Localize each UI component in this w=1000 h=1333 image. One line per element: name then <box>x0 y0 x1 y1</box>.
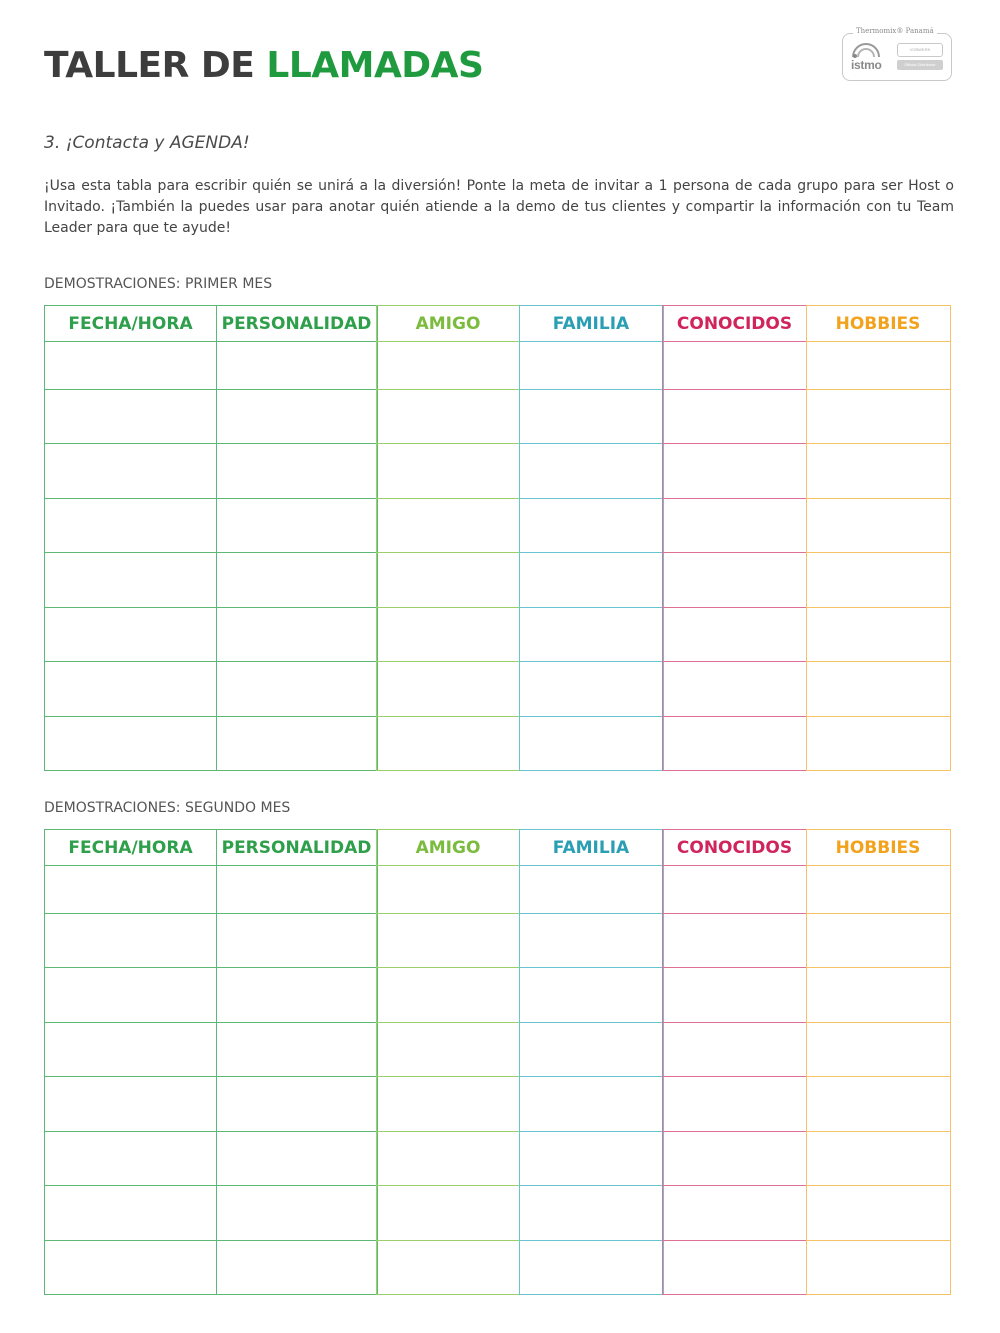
table-cell[interactable] <box>807 968 950 1022</box>
table-cell[interactable] <box>377 1023 519 1077</box>
table-cell[interactable] <box>663 553 806 607</box>
title-part-2: LLAMADAS <box>266 45 484 86</box>
table-cell[interactable] <box>217 1186 377 1240</box>
table-cell[interactable] <box>45 608 216 662</box>
logo-arc-icon <box>851 42 881 58</box>
table-cell[interactable] <box>377 444 519 498</box>
table-cell[interactable] <box>45 1186 216 1240</box>
table-cell[interactable] <box>520 717 663 770</box>
column-header: FECHA/HORA <box>45 830 216 866</box>
table-cell[interactable] <box>663 499 806 553</box>
table-cell[interactable] <box>45 1023 216 1077</box>
table-cell[interactable] <box>217 717 377 770</box>
table-cell[interactable] <box>377 1132 519 1186</box>
table-column <box>519 829 664 1295</box>
column-header: FAMILIA <box>520 830 663 866</box>
table-cell[interactable] <box>217 866 377 914</box>
table-cell[interactable] <box>217 968 377 1022</box>
table-cell[interactable] <box>217 1077 377 1131</box>
table-column <box>806 305 951 771</box>
table-cell[interactable] <box>377 553 519 607</box>
table-cell[interactable] <box>45 914 216 968</box>
table-column <box>44 829 217 1295</box>
demo-table-first-month <box>44 305 952 771</box>
table-cell[interactable] <box>217 662 377 716</box>
table-cell[interactable] <box>807 1077 950 1131</box>
table-cell[interactable] <box>520 1132 663 1186</box>
table-cell[interactable] <box>217 390 377 444</box>
table-cell[interactable] <box>520 866 663 914</box>
table-cell[interactable] <box>663 608 806 662</box>
table-cell[interactable] <box>45 662 216 716</box>
table-column <box>216 305 378 771</box>
table-cell[interactable] <box>217 553 377 607</box>
table-cell[interactable] <box>807 1132 950 1186</box>
table-cell[interactable] <box>377 662 519 716</box>
column-header: AMIGO <box>377 830 519 866</box>
table-cell[interactable] <box>520 444 663 498</box>
table-cell[interactable] <box>520 662 663 716</box>
page-title <box>44 44 483 88</box>
column-header: CONOCIDOS <box>663 306 806 342</box>
title-part-1: TALLER DE <box>44 45 255 86</box>
table-cell[interactable] <box>217 1023 377 1077</box>
intro-paragraph: ¡Usa esta tabla para escribir quién se unirá a la diversión! Ponte la meta de invitar a 1 persona de cada grupo para ser Host o Invitado. ¡También la puedes usar para anotar quién atiende a la demo de tus clientes y compartir la información con tu Team Leader para que te ayude! <box>44 178 954 236</box>
logo-badge-distributor: Official Distributor <box>897 60 943 70</box>
table-cell[interactable] <box>663 717 806 770</box>
table-column <box>376 305 520 771</box>
column-header: PERSONALIDAD <box>217 306 377 342</box>
table-cell[interactable] <box>520 914 663 968</box>
logo-badge-vorwerk: VORWERK <box>897 43 943 57</box>
table-cell[interactable] <box>807 1023 950 1077</box>
table-cell[interactable] <box>520 1077 663 1131</box>
demo-table-second-month <box>44 829 952 1295</box>
table-cell[interactable] <box>663 662 806 716</box>
table-cell[interactable] <box>520 390 663 444</box>
table-cell[interactable] <box>377 914 519 968</box>
table-cell[interactable] <box>807 1241 950 1294</box>
logo-top-text: Thermomix® Panamá <box>853 27 937 35</box>
column-header: CONOCIDOS <box>663 830 806 866</box>
table-cell[interactable] <box>807 866 950 914</box>
table-cell[interactable] <box>217 499 377 553</box>
column-header: HOBBIES <box>807 830 950 866</box>
table-cell[interactable] <box>520 499 663 553</box>
table-cell[interactable] <box>217 608 377 662</box>
table-cell[interactable] <box>807 444 950 498</box>
table-cell[interactable] <box>520 553 663 607</box>
table-cell[interactable] <box>663 1077 806 1131</box>
table-cell[interactable] <box>807 342 950 390</box>
table-cell[interactable] <box>377 1241 519 1294</box>
table-cell[interactable] <box>45 1241 216 1294</box>
table-cell[interactable] <box>377 342 519 390</box>
table-cell[interactable] <box>807 390 950 444</box>
table-cell[interactable] <box>807 499 950 553</box>
column-header: FECHA/HORA <box>45 306 216 342</box>
table-cell[interactable] <box>663 1132 806 1186</box>
table-cell[interactable] <box>45 1132 216 1186</box>
table-cell[interactable] <box>217 342 377 390</box>
table-cell[interactable] <box>663 444 806 498</box>
table-cell[interactable] <box>377 866 519 914</box>
table-cell[interactable] <box>377 1077 519 1131</box>
table-cell[interactable] <box>663 1023 806 1077</box>
table-cell[interactable] <box>807 553 950 607</box>
table-column <box>44 305 217 771</box>
table-cell[interactable] <box>45 390 216 444</box>
table-cell[interactable] <box>807 914 950 968</box>
table-cell[interactable] <box>377 608 519 662</box>
table-cell[interactable] <box>45 1077 216 1131</box>
table-cell[interactable] <box>663 342 806 390</box>
table-cell[interactable] <box>377 390 519 444</box>
table-cell[interactable] <box>520 342 663 390</box>
column-header: HOBBIES <box>807 306 950 342</box>
table-cell[interactable] <box>217 1241 377 1294</box>
table-cell[interactable] <box>45 553 216 607</box>
table-cell[interactable] <box>807 1186 950 1240</box>
table-cell[interactable] <box>807 717 950 770</box>
table-cell[interactable] <box>377 1186 519 1240</box>
logo-brand: istmo <box>851 58 882 72</box>
table-cell[interactable] <box>663 1186 806 1240</box>
table-cell[interactable] <box>520 968 663 1022</box>
column-header: PERSONALIDAD <box>217 830 377 866</box>
table-label-second-month: DEMOSTRACIONES: SEGUNDO MES <box>44 800 291 816</box>
table-cell[interactable] <box>217 1132 377 1186</box>
table-cell[interactable] <box>217 444 377 498</box>
table-column <box>216 829 378 1295</box>
table-cell[interactable] <box>663 390 806 444</box>
table-label-first-month: DEMOSTRACIONES: PRIMER MES <box>44 276 273 292</box>
column-header: FAMILIA <box>520 306 663 342</box>
column-header: AMIGO <box>377 306 519 342</box>
table-cell[interactable] <box>377 968 519 1022</box>
brand-logo <box>842 27 952 81</box>
table-column <box>662 829 807 1295</box>
table-cell[interactable] <box>377 717 519 770</box>
table-cell[interactable] <box>45 717 216 770</box>
table-cell[interactable] <box>217 914 377 968</box>
table-cell[interactable] <box>520 1186 663 1240</box>
table-cell[interactable] <box>663 968 806 1022</box>
table-column <box>519 305 664 771</box>
table-cell[interactable] <box>807 662 950 716</box>
table-cell[interactable] <box>45 444 216 498</box>
table-cell[interactable] <box>45 499 216 553</box>
table-cell[interactable] <box>807 608 950 662</box>
table-cell[interactable] <box>663 866 806 914</box>
table-cell[interactable] <box>520 1023 663 1077</box>
table-cell[interactable] <box>520 1241 663 1294</box>
section-subtitle: 3. ¡Contacta y AGENDA! <box>44 133 250 153</box>
table-column <box>662 305 807 771</box>
table-cell[interactable] <box>377 499 519 553</box>
table-column <box>806 829 951 1295</box>
table-cell[interactable] <box>45 342 216 390</box>
table-cell[interactable] <box>45 968 216 1022</box>
table-cell[interactable] <box>520 608 663 662</box>
table-cell[interactable] <box>663 914 806 968</box>
table-column <box>376 829 520 1295</box>
table-cell[interactable] <box>45 866 216 914</box>
table-cell[interactable] <box>663 1241 806 1294</box>
